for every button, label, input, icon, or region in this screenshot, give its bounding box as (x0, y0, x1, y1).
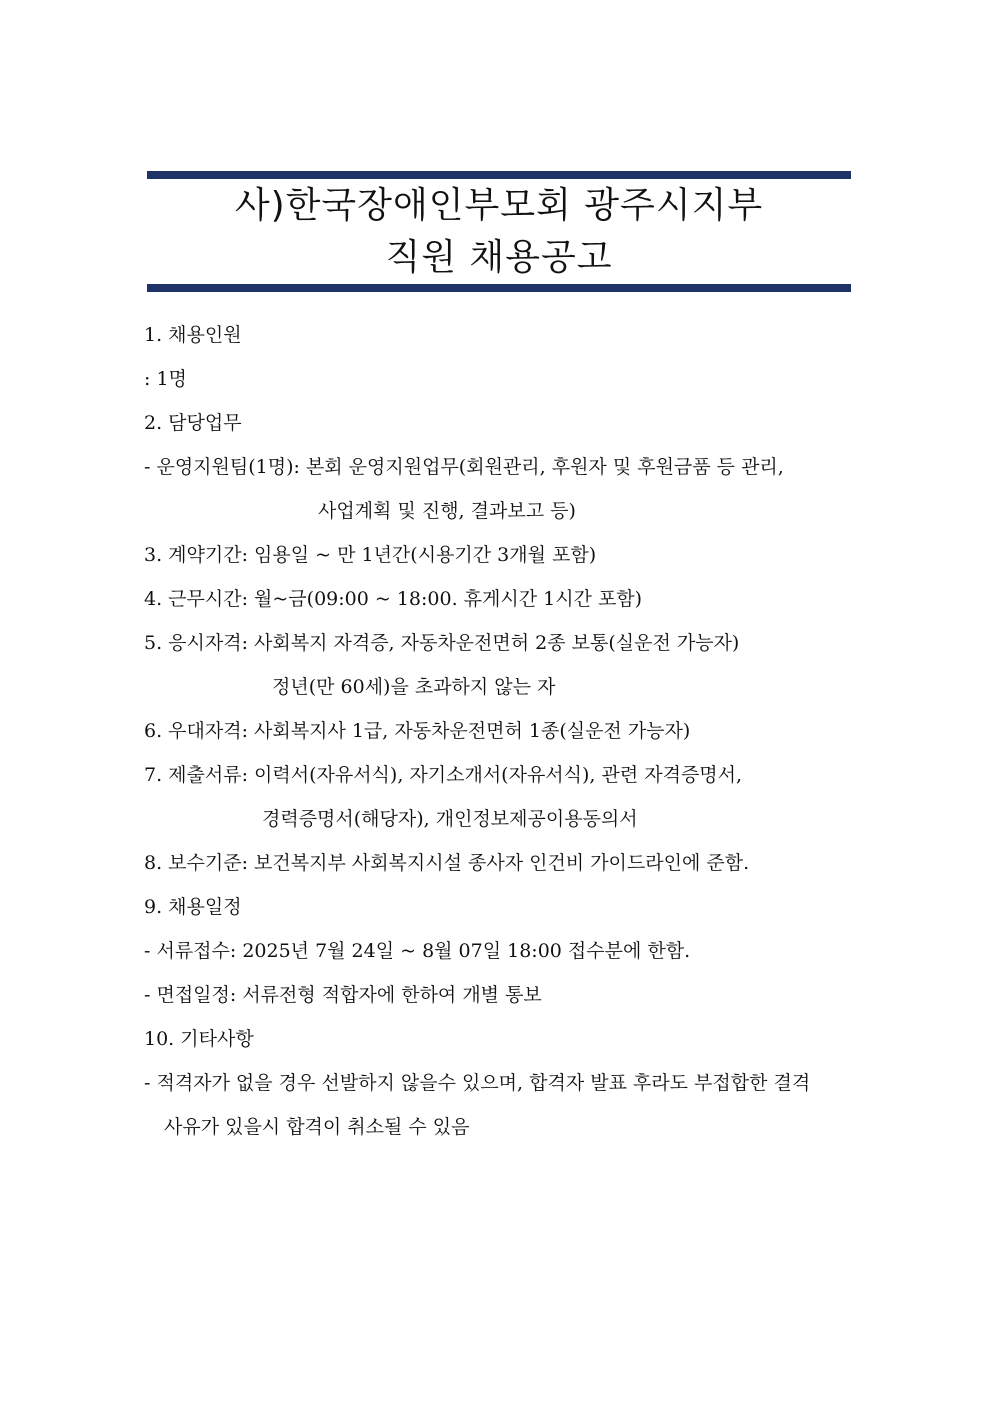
section-9-application-period: - 서류접수: 2025년 7월 24일 ~ 8월 07일 18:00 접수분에 한함. (144, 940, 691, 962)
section-8-salary: 8. 보수기준: 보건복지부 사회복지시설 종사자 인건비 가이드라인에 준함. (144, 852, 750, 874)
section-5-qualifications: 5. 응시자격: 사회복지 자격증, 자동차운전면허 2종 보통(실운전 가능자) (144, 632, 740, 654)
header-top-rule (147, 171, 851, 179)
section-1-heading: 1. 채용인원 (144, 324, 242, 346)
header-bottom-rule (147, 284, 851, 292)
section-5-qualifications-continuation: 정년(만 60세)을 초과하지 않는 자 (272, 676, 556, 698)
section-10-heading: 10. 기타사항 (144, 1028, 254, 1050)
section-10-item: - 적격자가 없을 경우 선발하지 않을수 있으며, 합격자 발표 후라도 부접합한 결격 (144, 1072, 811, 1094)
section-3-contract-period: 3. 계약기간: 임용일 ~ 만 1년간(시용기간 3개월 포함) (144, 544, 597, 566)
page-title: 사)한국장애인부모회 광주시지부 (234, 185, 764, 226)
section-2-heading: 2. 담당업무 (144, 412, 242, 434)
section-7-documents-continuation: 경력증명서(해당자), 개인정보제공이용동의서 (262, 808, 638, 830)
section-9-interview: - 면접일정: 서류전형 적합자에 한하여 개별 통보 (144, 984, 542, 1006)
section-2-item: - 운영지원팀(1명): 본회 운영지원업무(회원관리, 후원자 및 후원금품 등 관리, (144, 456, 784, 478)
section-6-preferred: 6. 우대자격: 사회복지사 1급, 자동차운전면허 1종(실운전 가능자) (144, 720, 691, 742)
section-7-documents: 7. 제출서류: 이력서(자유서식), 자기소개서(자유서식), 관련 자격증명서, (144, 764, 743, 786)
section-1-value: : 1명 (144, 368, 187, 390)
section-4-working-hours: 4. 근무시간: 월~금(09:00 ~ 18:00. 휴게시간 1시간 포함) (144, 588, 643, 610)
section-2-item-continuation: 사업계획 및 진행, 결과보고 등) (318, 500, 576, 522)
section-9-heading: 9. 채용일정 (144, 896, 242, 918)
section-10-item-continuation: 사유가 있을시 합격이 취소될 수 있음 (164, 1116, 470, 1138)
page-subtitle: 직원 채용공고 (385, 237, 613, 278)
